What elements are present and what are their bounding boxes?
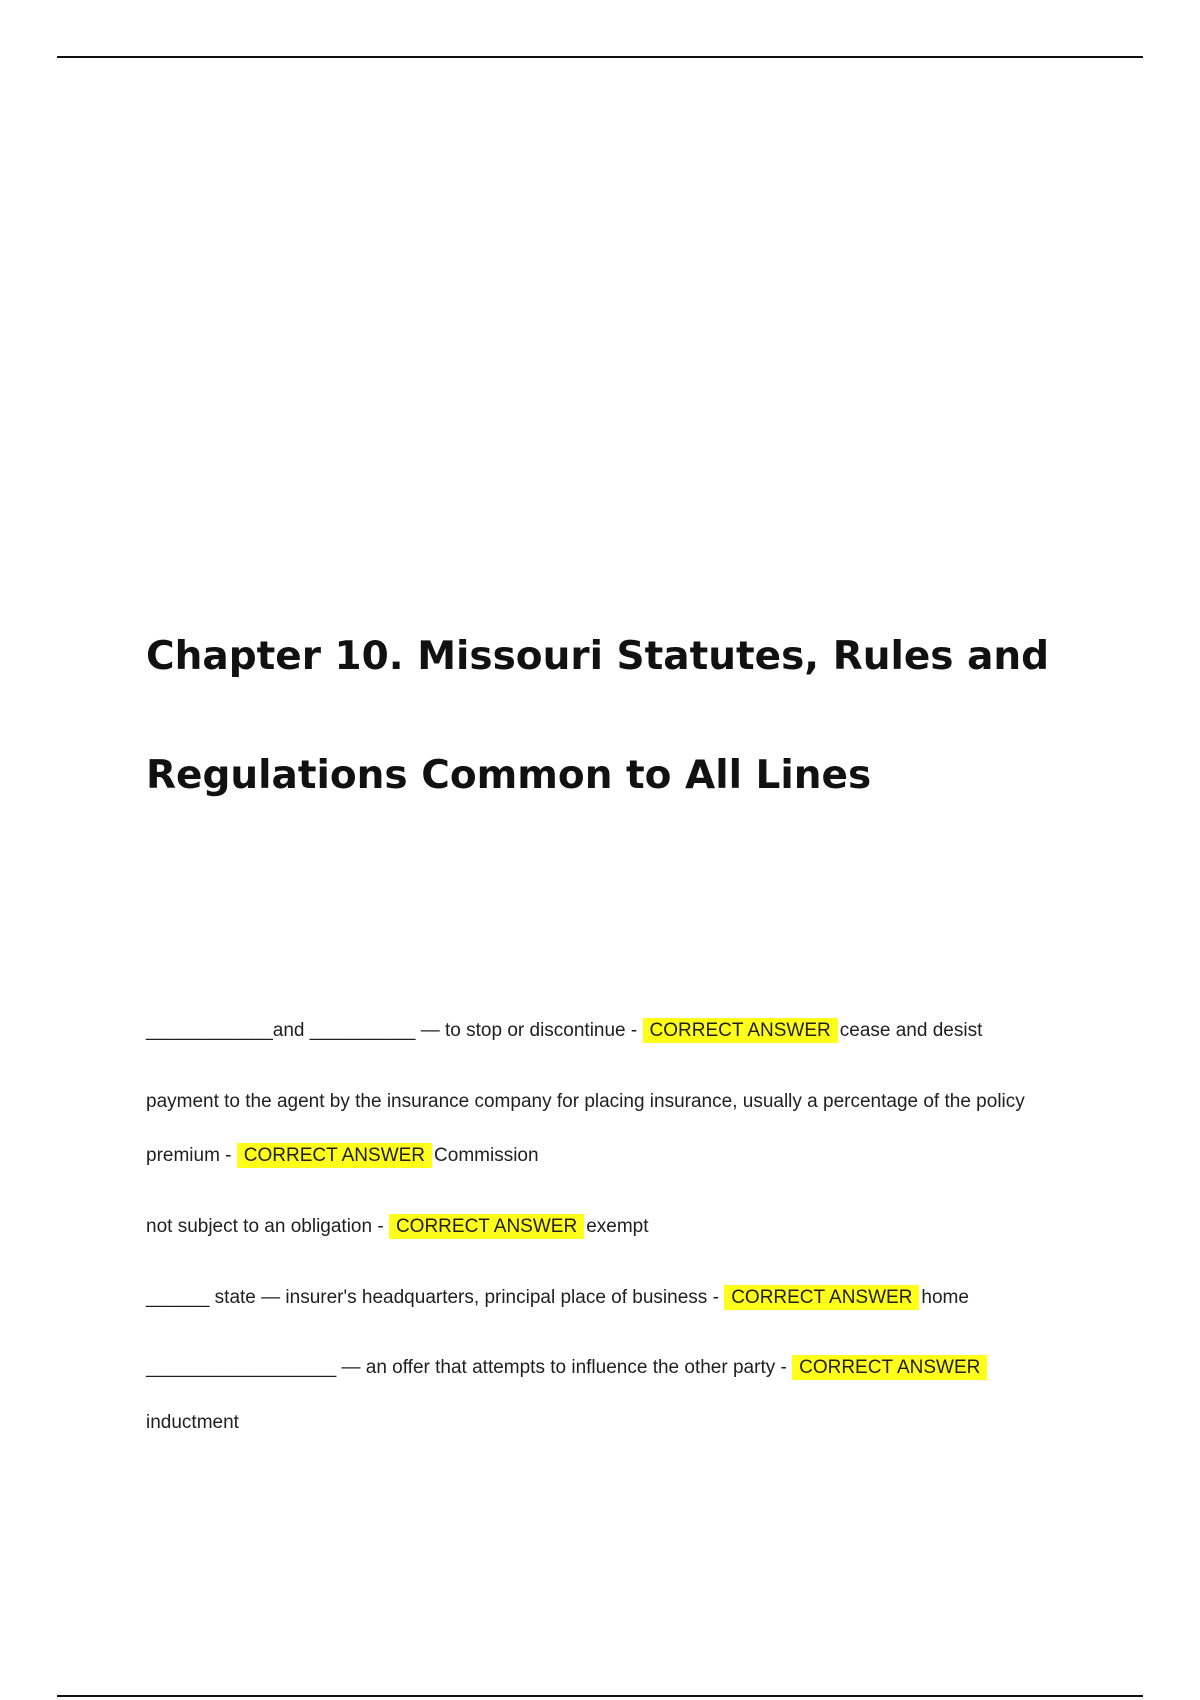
qa-item-2-line-1 xyxy=(146,1088,1025,1116)
qa-item-4 xyxy=(146,1284,969,1312)
correct-answer-highlight: CORRECT ANSWER xyxy=(237,1143,432,1168)
question-text: premium - xyxy=(146,1145,232,1166)
question-text: ____________and __________ — to stop or discontinue - xyxy=(146,1020,638,1041)
answer-text: cease and desist xyxy=(839,1020,983,1041)
page-title-line-1: Chapter 10. Missouri Statutes, Rules and xyxy=(146,634,1050,679)
answer-text: inductment xyxy=(146,1412,239,1433)
page-title-line-2: Regulations Common to All Lines xyxy=(146,753,872,798)
qa-item-3 xyxy=(146,1213,649,1241)
correct-answer-highlight: CORRECT ANSWER xyxy=(643,1018,838,1043)
qa-item-2-line-2 xyxy=(146,1142,539,1170)
correct-answer-highlight: CORRECT ANSWER xyxy=(724,1285,919,1310)
qa-item-1 xyxy=(146,1017,982,1045)
correct-answer-highlight: CORRECT ANSWER xyxy=(792,1355,987,1380)
answer-text: Commission xyxy=(434,1145,539,1166)
qa-item-5-line-1 xyxy=(146,1354,989,1382)
answer-text: exempt xyxy=(586,1216,649,1237)
question-text: ______ state — insurer's headquarters, principal place of business - xyxy=(146,1287,719,1308)
correct-answer-highlight: CORRECT ANSWER xyxy=(389,1214,584,1239)
qa-item-5-line-2 xyxy=(146,1409,239,1437)
question-text: not subject to an obligation - xyxy=(146,1216,384,1237)
header-rule xyxy=(57,56,1143,58)
question-text: __________________ — an offer that attempts to influence the other party - xyxy=(146,1357,787,1378)
answer-text: home xyxy=(921,1287,969,1308)
question-text: payment to the agent by the insurance company for placing insurance, usually a percentage of the policy xyxy=(146,1091,1025,1112)
footer-rule xyxy=(57,1695,1143,1697)
